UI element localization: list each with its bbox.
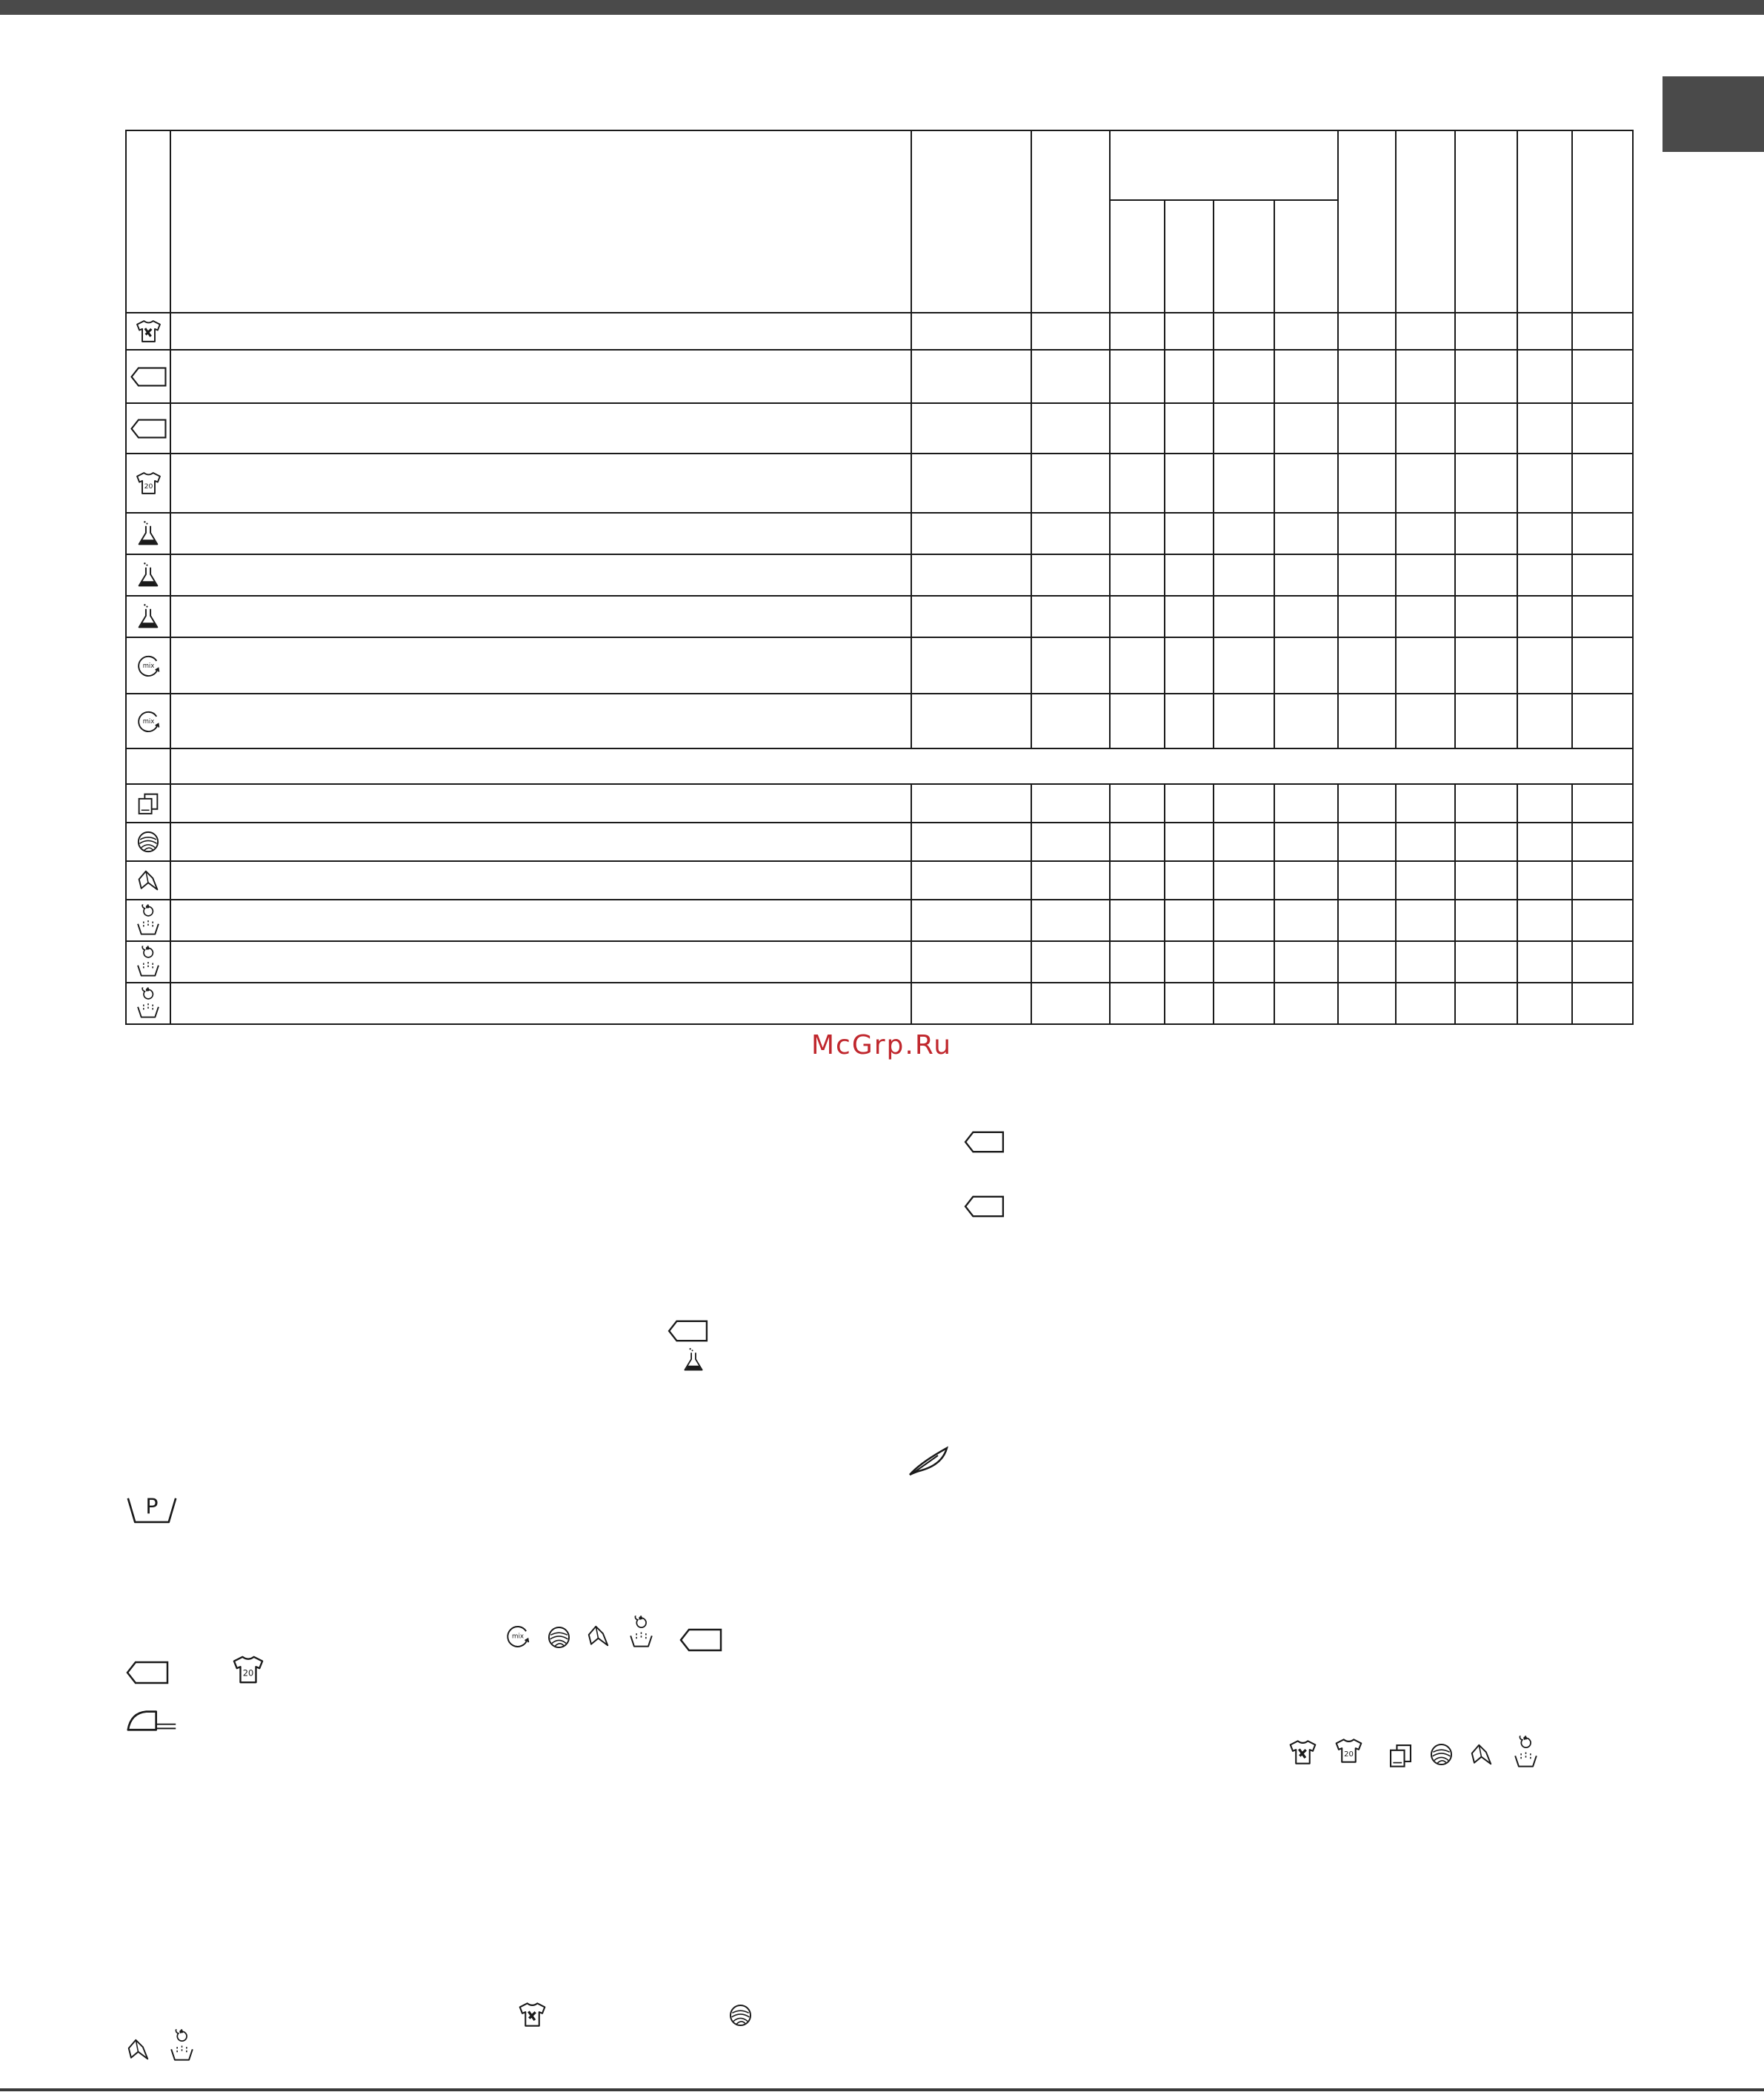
table-cell <box>1214 823 1274 861</box>
table-cell <box>1455 554 1517 596</box>
table-cell <box>1031 313 1110 350</box>
table-cell <box>1031 983 1110 1024</box>
table-cell <box>1455 941 1517 983</box>
table-cell <box>1517 513 1572 554</box>
shirt-stain-icon <box>517 2001 547 2028</box>
header-cell <box>1110 200 1165 313</box>
table-cell <box>1455 313 1517 350</box>
header-cell <box>1455 130 1517 313</box>
table-cell <box>1338 861 1396 900</box>
table-cell <box>1396 403 1455 454</box>
table-cell <box>1517 554 1572 596</box>
table-cell <box>1455 637 1517 694</box>
flask-icon <box>126 554 170 596</box>
table-cell <box>1165 900 1214 941</box>
table-cell <box>1031 784 1110 823</box>
table-cell <box>1274 784 1338 823</box>
table-row <box>126 596 1633 637</box>
table-cell <box>1274 983 1338 1024</box>
table-cell <box>1165 941 1214 983</box>
table-cell <box>911 454 1031 513</box>
table-cell <box>1572 637 1633 694</box>
table-cell <box>1274 900 1338 941</box>
table-cell <box>1274 637 1338 694</box>
table-cell <box>1214 983 1274 1024</box>
table-cell <box>1396 350 1455 403</box>
table-cell <box>1031 900 1110 941</box>
table-cell <box>1214 350 1274 403</box>
table-cell <box>1396 454 1455 513</box>
table-cell <box>1031 350 1110 403</box>
table-cell <box>1031 637 1110 694</box>
table-cell <box>1110 784 1165 823</box>
table-cell <box>1396 313 1455 350</box>
table-cell <box>1396 983 1455 1024</box>
table-cell <box>1110 454 1165 513</box>
table-cell <box>911 861 1031 900</box>
table-cell <box>911 350 1031 403</box>
header-cell <box>1274 200 1338 313</box>
header-cell <box>1031 130 1110 313</box>
wool-icon <box>728 2002 753 2028</box>
table-cell <box>911 941 1031 983</box>
table-cell <box>1338 513 1396 554</box>
table-cell <box>1165 513 1214 554</box>
table-cell <box>1517 823 1572 861</box>
table-cell <box>1396 784 1455 823</box>
header-cell <box>1572 130 1633 313</box>
table-cell <box>1165 596 1214 637</box>
table-cell <box>1165 784 1214 823</box>
table-cell <box>911 403 1031 454</box>
table-cell <box>1455 454 1517 513</box>
table-cell <box>1214 861 1274 900</box>
table-cell <box>1274 403 1338 454</box>
table-cell <box>1517 900 1572 941</box>
table-cell <box>1455 350 1517 403</box>
table-row <box>126 403 1633 454</box>
table-cell <box>911 983 1031 1024</box>
table-cell <box>1396 823 1455 861</box>
table-cell <box>1110 983 1165 1024</box>
table-cell <box>1396 900 1455 941</box>
table-row <box>126 350 1633 403</box>
table-cell <box>1214 313 1274 350</box>
shirt-stain-icon <box>126 313 170 350</box>
table-cell <box>170 403 911 454</box>
table-cell <box>1110 313 1165 350</box>
table-cell <box>1214 554 1274 596</box>
table-cell <box>170 313 911 350</box>
table-cell <box>1396 861 1455 900</box>
table-cell <box>1338 313 1396 350</box>
table-cell <box>1214 637 1274 694</box>
table-cell <box>1338 823 1396 861</box>
table-cell <box>1110 403 1165 454</box>
table-cell <box>170 637 911 694</box>
tag-icon <box>126 350 170 403</box>
table-cell <box>1110 900 1165 941</box>
table-cell <box>1274 596 1338 637</box>
table-cell <box>1031 513 1110 554</box>
table-cell <box>1214 900 1274 941</box>
flask-icon <box>126 513 170 554</box>
table-cell <box>1110 554 1165 596</box>
table-cell <box>1214 513 1274 554</box>
spin-tub-icon <box>169 2029 195 2062</box>
top-bar <box>0 0 1764 15</box>
silk-icon <box>126 861 170 900</box>
table-cell <box>1572 983 1633 1024</box>
table-row <box>126 983 1633 1024</box>
mix-icon <box>504 1623 532 1649</box>
table-cell <box>170 983 911 1024</box>
table-cell <box>1572 861 1633 900</box>
shirt-20-icon <box>1334 1737 1364 1764</box>
shirt-20-icon <box>126 454 170 513</box>
table-cell <box>1517 694 1572 748</box>
table-cell <box>1572 941 1633 983</box>
table-cell <box>1455 596 1517 637</box>
header-cell <box>1214 200 1274 313</box>
table-cell <box>1214 784 1274 823</box>
table-cell <box>1031 823 1110 861</box>
iron-icon <box>125 1706 179 1734</box>
header-cell <box>1110 130 1338 200</box>
table-cell <box>170 454 911 513</box>
table-cell <box>1517 861 1572 900</box>
tag-icon <box>963 1130 1005 1154</box>
table-cell <box>1517 941 1572 983</box>
table-cell <box>1572 694 1633 748</box>
table-cell <box>1110 637 1165 694</box>
table-cell <box>1274 823 1338 861</box>
table-cell <box>1214 694 1274 748</box>
table-cell <box>1517 637 1572 694</box>
table-cell <box>170 823 911 861</box>
table-cell <box>1396 694 1455 748</box>
table-cell <box>170 554 911 596</box>
table-cell <box>1572 596 1633 637</box>
table-row <box>126 637 1633 694</box>
table-cell <box>1455 784 1517 823</box>
table-row <box>126 513 1633 554</box>
table-cell <box>1517 983 1572 1024</box>
empty-cell <box>126 748 170 784</box>
table-row <box>126 313 1633 350</box>
table-cell <box>1031 403 1110 454</box>
table-cell <box>1214 454 1274 513</box>
table-cell <box>1396 554 1455 596</box>
table-cell <box>1572 454 1633 513</box>
table-cell <box>911 637 1031 694</box>
table-cell <box>1572 403 1633 454</box>
tag-icon <box>125 1660 170 1685</box>
tag-icon <box>126 403 170 454</box>
table-cell <box>170 900 911 941</box>
table-cell <box>1572 513 1633 554</box>
mix-icon <box>126 637 170 694</box>
table-row <box>126 554 1633 596</box>
table-cell <box>1031 694 1110 748</box>
table-cell <box>170 694 911 748</box>
header-cell <box>1517 130 1572 313</box>
table-cell <box>1517 403 1572 454</box>
table-cell <box>1274 941 1338 983</box>
table-cell <box>1165 554 1214 596</box>
table-row <box>126 784 1633 823</box>
table-cell <box>1165 983 1214 1024</box>
table-cell <box>1031 454 1110 513</box>
table-cell <box>170 861 911 900</box>
table-cell <box>1274 861 1338 900</box>
flask-icon <box>682 1347 705 1373</box>
table-cell <box>1517 454 1572 513</box>
header-cell <box>1396 130 1455 313</box>
table-cell <box>1274 554 1338 596</box>
table-cell <box>1110 694 1165 748</box>
table-cell <box>1572 900 1633 941</box>
programme-table <box>125 130 1634 1025</box>
table-cell <box>1338 694 1396 748</box>
table-cell <box>1165 313 1214 350</box>
table-cell <box>170 941 911 983</box>
table-cell <box>1517 313 1572 350</box>
table-cell <box>1110 861 1165 900</box>
table-cell <box>1031 554 1110 596</box>
table-cell <box>1165 403 1214 454</box>
spin-tub-icon <box>1513 1736 1539 1769</box>
table-row <box>126 454 1633 513</box>
silk-icon <box>1468 1742 1494 1767</box>
flask-icon <box>126 596 170 637</box>
table-cell <box>1455 513 1517 554</box>
table-cell <box>1572 784 1633 823</box>
table-cell <box>1110 513 1165 554</box>
table-cell <box>1338 784 1396 823</box>
table-cell <box>1455 403 1517 454</box>
spin-tub-icon <box>126 941 170 983</box>
table-header-row <box>126 130 1633 200</box>
table-cell <box>1031 596 1110 637</box>
table-cell <box>1110 823 1165 861</box>
table-cell <box>1396 941 1455 983</box>
table-cell <box>1572 823 1633 861</box>
table-cell <box>1274 313 1338 350</box>
table-cell <box>911 900 1031 941</box>
table-cell <box>1338 596 1396 637</box>
clothes-icon <box>126 784 170 823</box>
table-cell <box>1165 454 1214 513</box>
table-cell <box>1455 694 1517 748</box>
table-cell <box>911 313 1031 350</box>
table-cell <box>1572 554 1633 596</box>
table-cell <box>1338 403 1396 454</box>
table-cell <box>1274 350 1338 403</box>
table-cell <box>1274 454 1338 513</box>
shirt-stain-icon <box>1288 1739 1318 1766</box>
table-cell <box>1396 637 1455 694</box>
table-cell <box>1110 596 1165 637</box>
table-cell <box>1274 513 1338 554</box>
section-cell <box>170 748 1633 784</box>
tag-icon <box>963 1195 1005 1218</box>
table-cell <box>1338 983 1396 1024</box>
table-cell <box>1165 861 1214 900</box>
watermark: McGrp.Ru <box>811 1030 953 1060</box>
wool-icon <box>126 823 170 861</box>
spin-tub-icon <box>628 1616 654 1649</box>
table-cell <box>1165 694 1214 748</box>
mix-icon <box>126 694 170 748</box>
table-cell <box>1110 350 1165 403</box>
prewash-p-icon <box>125 1491 179 1525</box>
table-cell <box>1338 454 1396 513</box>
bottom-rule <box>0 2088 1764 2091</box>
table-cell <box>1165 823 1214 861</box>
table-row <box>126 900 1633 941</box>
table-row <box>126 941 1633 983</box>
table-cell <box>170 513 911 554</box>
table-cell <box>1396 596 1455 637</box>
wool-icon <box>1428 1742 1454 1767</box>
table-cell <box>1110 941 1165 983</box>
table-cell <box>1455 900 1517 941</box>
feather-icon <box>905 1445 953 1478</box>
wool-icon <box>546 1624 572 1650</box>
table-cell <box>170 784 911 823</box>
header-cell <box>126 130 170 313</box>
table-cell <box>1165 350 1214 403</box>
table-body <box>126 313 1633 1024</box>
table-cell <box>1214 596 1274 637</box>
spin-tub-icon <box>126 983 170 1024</box>
section-row <box>126 748 1633 784</box>
table-cell <box>1338 554 1396 596</box>
header-cell <box>170 130 911 313</box>
table-cell <box>1031 941 1110 983</box>
header-cell <box>1338 130 1396 313</box>
table-cell <box>911 554 1031 596</box>
table-cell <box>1517 596 1572 637</box>
table-cell <box>1517 350 1572 403</box>
table-cell <box>1031 861 1110 900</box>
table-cell <box>911 596 1031 637</box>
table-row <box>126 861 1633 900</box>
table-cell <box>1572 313 1633 350</box>
table-cell <box>1455 861 1517 900</box>
spin-tub-icon <box>126 900 170 941</box>
table-row <box>126 823 1633 861</box>
table-cell <box>1455 823 1517 861</box>
table-cell <box>1517 784 1572 823</box>
language-tab <box>1663 76 1764 152</box>
silk-icon <box>125 2036 151 2062</box>
table-cell <box>1214 941 1274 983</box>
table-cell <box>911 513 1031 554</box>
table-cell <box>170 596 911 637</box>
table-cell <box>1396 513 1455 554</box>
shirt-20-icon <box>231 1654 265 1685</box>
table-cell <box>1338 637 1396 694</box>
tag-icon <box>679 1627 723 1653</box>
table-cell <box>1572 350 1633 403</box>
header-cell <box>911 130 1031 313</box>
table-cell <box>1274 694 1338 748</box>
table-cell <box>911 784 1031 823</box>
clothes-icon <box>1387 1742 1414 1769</box>
header-cell <box>1165 200 1214 313</box>
silk-icon <box>585 1623 611 1649</box>
tag-icon <box>667 1319 709 1343</box>
table-cell <box>1338 350 1396 403</box>
table-cell <box>1455 983 1517 1024</box>
table-cell <box>1214 403 1274 454</box>
table-row <box>126 694 1633 748</box>
table-cell <box>1165 637 1214 694</box>
table-cell <box>911 823 1031 861</box>
table-cell <box>911 694 1031 748</box>
table-cell <box>1338 900 1396 941</box>
table-cell <box>170 350 911 403</box>
table-cell <box>1338 941 1396 983</box>
